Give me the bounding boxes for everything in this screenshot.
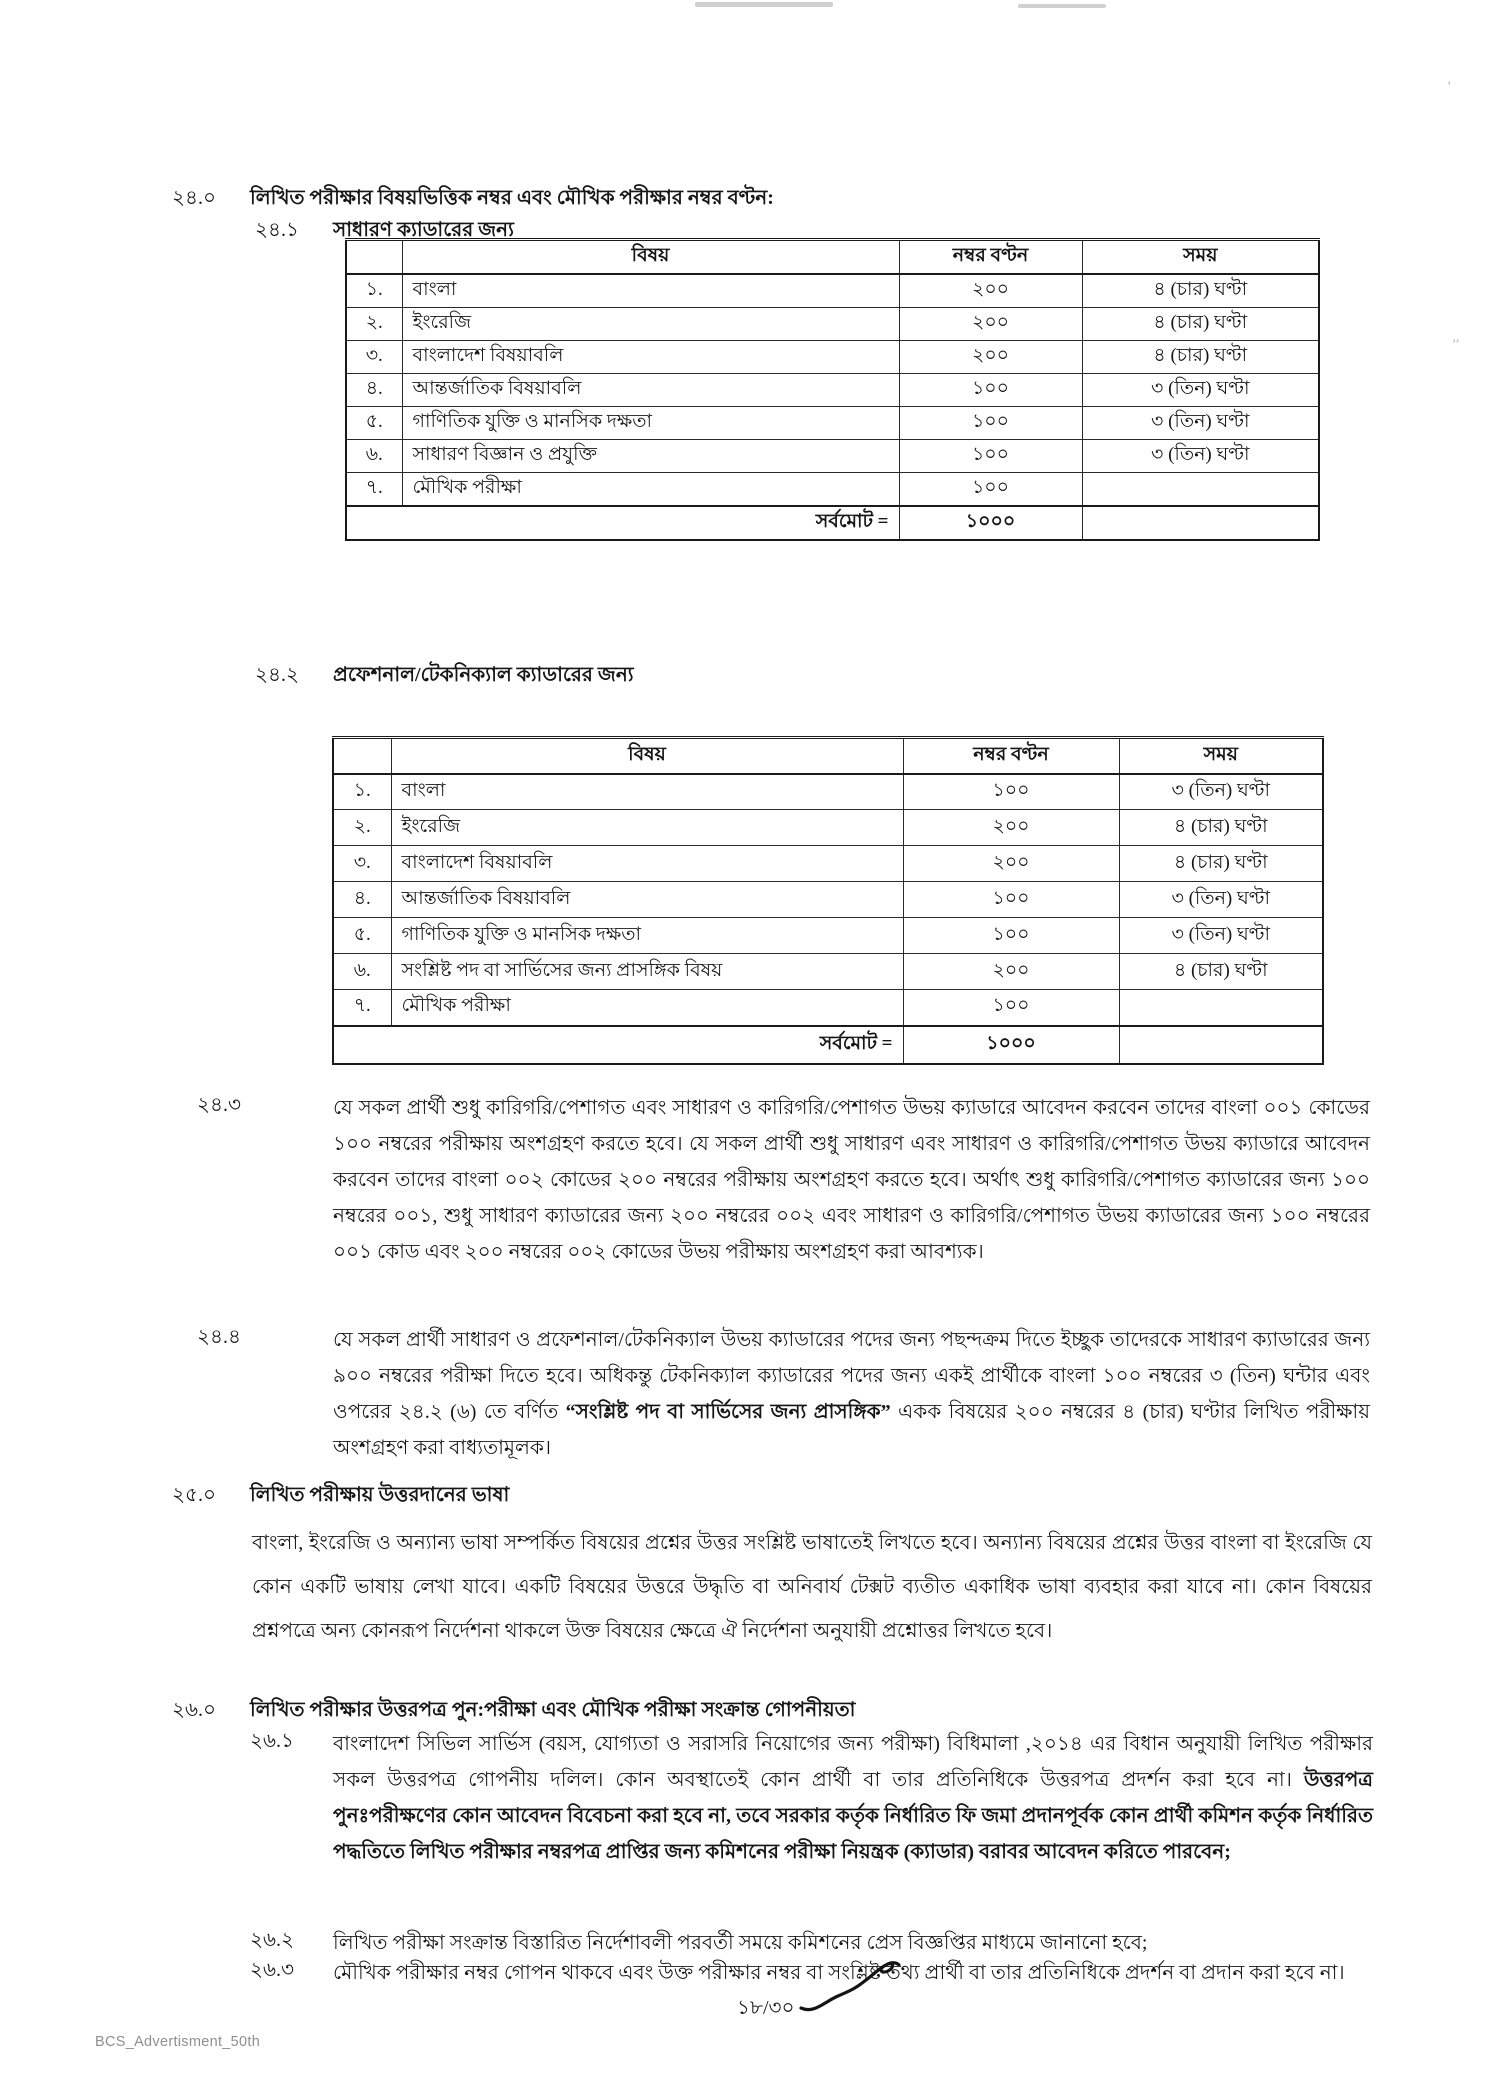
page-number: ১৮/৩০ (737, 1997, 795, 2019)
table-row: ৭. মৌখিক পরীক্ষা ১০০ (333, 990, 1323, 1026)
paragraph-number-24-3: ২৪.৩ (197, 1094, 241, 1116)
paragraph-24-3: যে সকল প্রার্থী শুধু কারিগরি/পেশাগত এবং সাধারণ ও কারিগরি/পেশাগত উভয় ক্যাডারে আবেদন করবেন তাদের বাংলা ০০১ কোডের ১০০ নম্বরের পরীক্ষায় অংশগ্রহণ করতে হবে। যে সকল প্রার্থী শুধু সাধারণ এবং সাধারণ ও কারিগরি/পেশাগত উভয় ক্যাডারে আবেদন করবেন তাদের বাংলা ০০২ কোডের ২০০ নম্বরের পরীক্ষায় অংশগ্রহণ করতে হবে। অর্থাৎ শুধু কারিগরি/পেশাগত ক্যাডারের জন্য ১০০ নম্বরের ০০১, শুধু সাধারণ ক্যাডারের জন্য ২০০ নম্বরের ০০২ এবং সাধারণ ও কারিগরি/পেশাগত উভয় ক্যাডারের জন্য ১০০ নম্বরের ০০১ কোড এবং ২০০ নম্বরের ০০২ কোডের উভয় পরীক্ষায় অংশগ্রহণ করা আবশ্যক। (333, 1097, 1370, 1263)
total-value: ১০০০ (903, 1026, 1119, 1064)
table-row: ৩. বাংলাদেশ বিষয়াবলি ২০০ ৪ (চার) ঘণ্টা (333, 846, 1323, 882)
signature-mark (798, 1958, 902, 2016)
paragraph-number-26-1: ২৬.১ (250, 1730, 294, 1752)
col-header-sl (333, 738, 391, 774)
total-value: ১০০০ (899, 506, 1082, 540)
table-row: ৪. আন্তর্জাতিক বিষয়াবলি ১০০ ৩ (তিন) ঘণ্টা (346, 374, 1319, 407)
section-title-25: লিখিত পরীক্ষায় উত্তরদানের ভাষা (250, 1484, 510, 1506)
table-header-row (333, 738, 1323, 774)
professional-cadre-marks-table (332, 736, 1324, 1065)
section-number-24: ২৪.০ (172, 187, 216, 209)
subsection-number-24-1: ২৪.১ (255, 219, 299, 241)
table-row: ৪. আন্তর্জাতিক বিষয়াবলি ১০০ ৩ (তিন) ঘণ্টা (333, 882, 1323, 918)
col-header-subject: বিষয় (402, 240, 899, 275)
table-row: ১. বাংলা ১০০ ৩ (তিন) ঘণ্টা (333, 774, 1323, 810)
table-row: ১. বাংলা ২০০ ৪ (চার) ঘণ্টা (346, 274, 1319, 308)
table-row: ২. ইংরেজি ২০০ ৪ (চার) ঘণ্টা (346, 308, 1319, 341)
table-row: ৭. মৌখিক পরীক্ষা ১০০ (346, 473, 1319, 507)
paragraph-26-1-bold: উত্তরপত্র পুনঃপরীক্ষণের কোন আবেদন বিবেচনা করা হবে না, তবে সরকার কর্তৃক নির্ধারিত ফি জমা প্রদানপূর্বক কোন প্রার্থী কমিশন কর্তৃক নির্ধারিত পদ্ধতিতে লিখিত পরীক্ষার নম্বরপত্র প্রাপ্তির জন্য কমিশনের পরীক্ষা নিয়ন্ত্রক (ক্যাডার) বরাবর আবেদন করিতে পারবেন; (333, 1769, 1373, 1863)
scan-artifact (695, 2, 833, 7)
paragraph-24-4-bold: “সংশ্লিষ্ট পদ বা সার্ভিসের জন্য প্রাসঙ্গিক” (565, 1401, 891, 1423)
table-total-row (346, 506, 1319, 540)
col-header-marks: নম্বর বণ্টন (903, 738, 1119, 774)
paragraph-number-26-3: ২৬.৩ (250, 1959, 295, 1981)
paragraph-24-4 (333, 1322, 1370, 1466)
table-header-row (346, 240, 1319, 275)
general-cadre-marks-table (345, 238, 1320, 541)
paragraph-24-4-text-after: একক বিষয়ের ২০০ নম্বরের ৪ (চার) ঘণ্টার লিখিত পরীক্ষায় অংশগ্রহণ করা বাধ্যতামূলক। (333, 1401, 1370, 1459)
scan-artifact: ’ (1447, 78, 1452, 93)
paragraph-25-body: বাংলা, ইংরেজি ও অন্যান্য ভাষা সম্পর্কিত বিষয়ের প্রশ্নের উত্তর সংশ্লিষ্ট ভাষাতেই লিখতে হবে। অন্যান্য বিষয়ের প্রশ্নের উত্তর বাংলা বা ইংরেজি যে কোন একটি ভাষায় লেখা যাবে। একটি বিষয়ের উত্তরে উদ্ধৃতি বা অনিবার্য টেক্সট ব্যতীত একাধিক ভাষা ব্যবহার করা যাবে না। কোন বিষয়ের প্রশ্নপত্রে অন্য কোনরূপ নির্দেশনা থাকলে উক্ত বিষয়ের ক্ষেত্রে ঐ নির্দেশনা অনুযায়ী প্রশ্নোত্তর লিখতে হবে। (252, 1532, 1372, 1642)
scan-artifact (1018, 4, 1106, 8)
table-row: ২. ইংরেজি ২০০ ৪ (চার) ঘণ্টা (333, 810, 1323, 846)
col-header-marks: নম্বর বণ্টন (899, 240, 1082, 275)
section-title-26: লিখিত পরীক্ষার উত্তরপত্র পুন:পরীক্ষা এবং মৌখিক পরীক্ষা সংক্রান্ত গোপনীয়তা (250, 1699, 856, 1721)
paragraph-26-2: লিখিত পরীক্ষা সংক্রান্ত বিস্তারিত নির্দেশাবলী পরবর্তী সময়ে কমিশনের প্রেস বিজ্ঞপ্তির মাধ্যমে জানানো হবে; (333, 1932, 1148, 1954)
subsection-title-24-2: প্রফেশনাল/টেকনিক্যাল ক্যাডারের জন্য (333, 664, 634, 686)
table-row: ৬. সংশ্লিষ্ট পদ বা সার্ভিসের জন্য প্রাসঙ্গিক বিষয় ২০০ ৪ (চার) ঘণ্টা (333, 954, 1323, 990)
col-header-time: সময় (1119, 738, 1323, 774)
subsection-title-24-1: সাধারণ ক্যাডারের জন্য (333, 219, 514, 241)
paragraph-number-26-2: ২৬.২ (250, 1929, 295, 1951)
subsection-number-24-2: ২৪.২ (255, 664, 299, 686)
scan-artifact: ’’ (1452, 336, 1460, 351)
total-label: সর্বমোট = (333, 1026, 903, 1064)
table-row: ৩. বাংলাদেশ বিষয়াবলি ২০০ ৪ (চার) ঘণ্টা (346, 341, 1319, 374)
table-total-row (333, 1026, 1323, 1064)
paragraph-26-1-text: বাংলাদেশ সিভিল সার্ভিস (বয়স, যোগ্যতা ও সরাসরি নিয়োগের জন্য পরীক্ষা) বিধিমালা ,২০১৪ এর বিধান অনুযায়ী লিখিত পরীক্ষার সকল উত্তরপত্র গোপনীয় দলিল। কোন অবস্থাতেই কোন প্রার্থী বা তার প্রতিনিধিকে উত্তরপত্র প্রদর্শন করা হবে না। (333, 1733, 1373, 1791)
col-header-sl (346, 240, 402, 275)
section-number-26: ২৬.০ (172, 1699, 217, 1721)
col-header-time: সময় (1082, 240, 1319, 275)
section-title-24: লিখিত পরীক্ষার বিষয়ভিত্তিক নম্বর এবং মৌখিক পরীক্ষার নম্বর বণ্টন: (250, 187, 774, 209)
section-number-25: ২৫.০ (172, 1484, 216, 1506)
paragraph-26-3: মৌখিক পরীক্ষার নম্বর গোপন থাকবে এবং উক্ত পরীক্ষার নম্বর বা সংশ্লিষ্ট তথ্য প্রার্থী বা তার প্রতিনিধিকে প্রদর্শন বা প্রদান করা হবে না। (333, 1962, 1345, 1984)
table-row: ৫. গাণিতিক যুক্তি ও মানসিক দক্ষতা ১০০ ৩ (তিন) ঘণ্টা (333, 918, 1323, 954)
col-header-subject: বিষয় (391, 738, 903, 774)
paragraph-24-4-text: যে সকল প্রার্থী সাধারণ ও প্রফেশনাল/টেকনিক্যাল উভয় ক্যাডারের পদের জন্য পছন্দক্রম দিতে ইচ্ছুক তাদেরকে সাধারণ ক্যাডারের জন্য ৯০০ নম্বরের পরীক্ষা দিতে হবে। অধিকন্তু টেকনিক্যাল ক্যাডারের পদের জন্য একই প্রার্থীকে বাংলা ১০০ নম্বরের ৩ (তিন) ঘন্টার এবং ওপরের ২৪.২ (৬) তে বর্ণিত (333, 1329, 1370, 1423)
document-code: BCS_Advertisment_50th (95, 2034, 261, 2050)
paragraph-number-24-4: ২৪.৪ (197, 1326, 241, 1348)
total-label: সর্বমোট = (346, 506, 899, 540)
paragraph-26-1 (333, 1726, 1373, 1870)
table-row: ৬. সাধারণ বিজ্ঞান ও প্রযুক্তি ১০০ ৩ (তিন) ঘণ্টা (346, 440, 1319, 473)
table-row: ৫. গাণিতিক যুক্তি ও মানসিক দক্ষতা ১০০ ৩ (তিন) ঘণ্টা (346, 407, 1319, 440)
